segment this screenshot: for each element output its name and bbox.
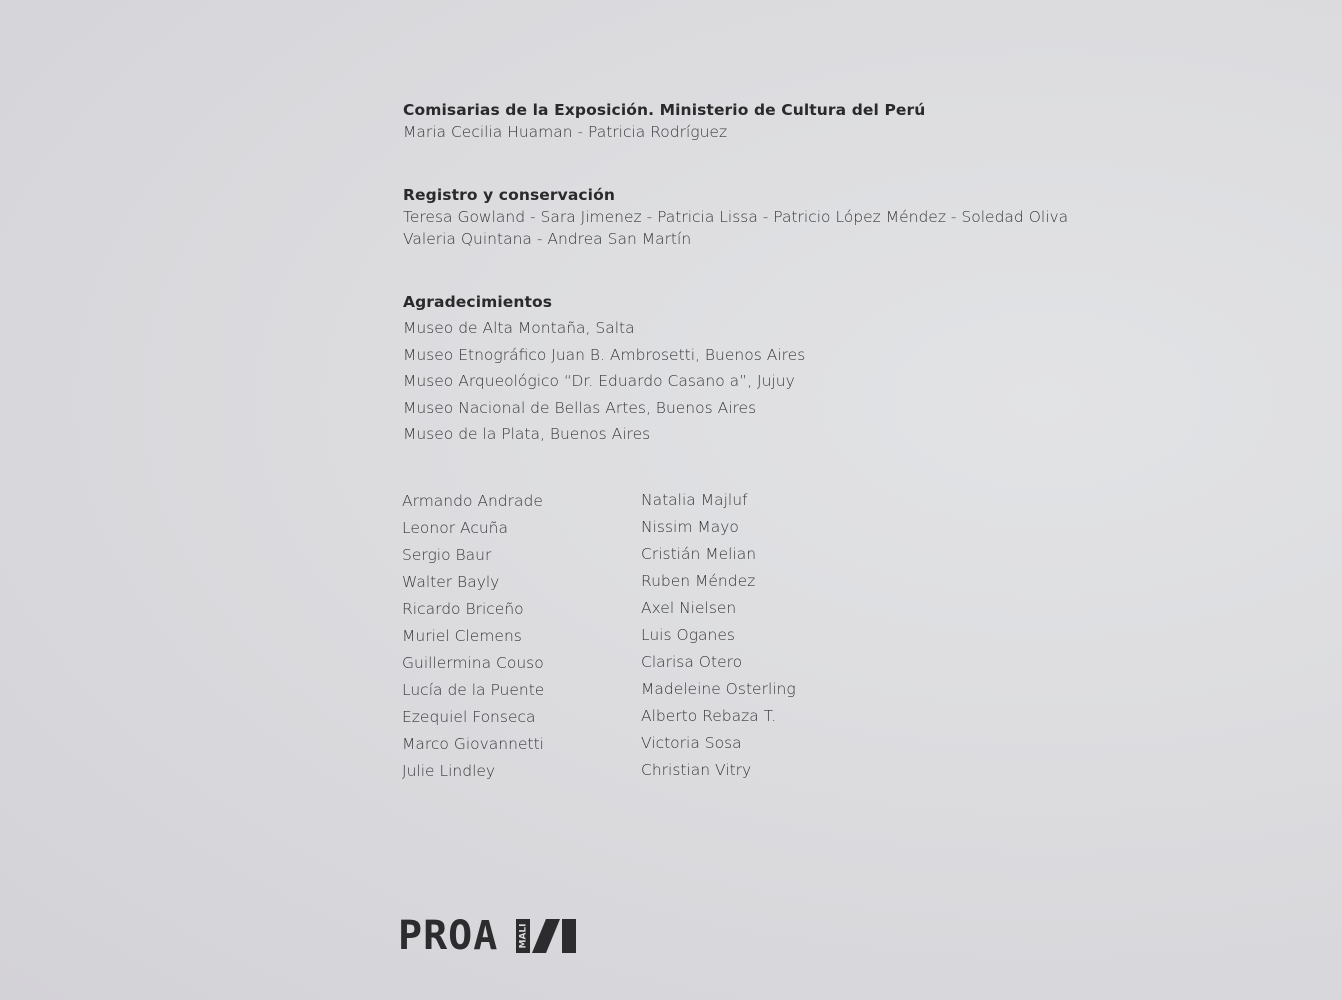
- person-name: Ezequiel Fonseca: [402, 708, 536, 726]
- person-name: Guillermina Couso: [402, 654, 544, 672]
- person-name: Muriel Clemens: [402, 627, 522, 645]
- thanks-section: [403, 291, 805, 448]
- person-name: Sergio Baur: [402, 546, 492, 564]
- mali-logo-icon: [516, 917, 578, 955]
- person-name: Julie Lindley: [402, 762, 496, 780]
- person-name: Marco Giovannetti: [402, 735, 544, 753]
- institution-item: Museo Nacional de Bellas Artes, Buenos Aires: [403, 398, 757, 417]
- institution-item: Museo Arqueológico “Dr. Eduardo Casano a”, Jujuy: [403, 372, 795, 391]
- curators-section: [403, 99, 925, 143]
- person-name: Cristián Melian: [641, 545, 757, 563]
- person-name: Luis Oganes: [641, 626, 735, 644]
- registry-names-line-1: Teresa Gowland - Sara Jimenez - Patricia Lissa - Patricio López Méndez - Soledad Oliva: [403, 208, 1069, 226]
- proa-wordmark: PROA: [398, 913, 499, 959]
- institution-item: Museo de la Plata, Buenos Aires: [403, 425, 651, 444]
- curators-names: Maria Cecilia Huaman - Patricia Rodríguez: [403, 123, 728, 141]
- person-name: Alberto Rebaza T.: [641, 707, 777, 725]
- logo: [398, 914, 578, 958]
- institution-item: Museo Etnográfico Juan B. Ambrosetti, Buenos Aires: [403, 345, 806, 364]
- registry-section: [403, 184, 1068, 250]
- person-name: Nissim Mayo: [641, 518, 739, 536]
- people-list-right: [641, 487, 796, 784]
- registry-names-line-2: Valeria Quintana - Andrea San Martín: [403, 230, 692, 248]
- person-name: Lucía de la Puente: [402, 681, 545, 699]
- thanks-heading: Agradecimientos: [403, 293, 553, 311]
- person-name: Armando Andrade: [402, 492, 543, 510]
- people-list-left: [402, 488, 544, 785]
- svg-text:MALI: MALI: [518, 923, 529, 949]
- person-name: Ruben Méndez: [641, 572, 756, 590]
- institutions-list: [403, 315, 805, 448]
- person-name: Clarisa Otero: [641, 653, 743, 671]
- registry-heading: Registro y conservación: [403, 186, 615, 204]
- person-name: Christian Vitry: [641, 761, 752, 779]
- person-name: Madeleine Osterling: [641, 680, 796, 698]
- person-name: Walter Bayly: [402, 573, 500, 591]
- person-name: Natalia Majluf: [641, 491, 748, 509]
- person-name: Leonor Acuña: [402, 519, 508, 537]
- person-name: Axel Nielsen: [641, 599, 737, 617]
- person-name: Ricardo Briceño: [402, 600, 524, 618]
- person-name: Victoria Sosa: [641, 734, 742, 752]
- institution-item: Museo de Alta Montaña, Salta: [403, 319, 635, 337]
- curators-heading: Comisarias de la Exposición. Ministerio de Cultura del Perú: [403, 101, 926, 119]
